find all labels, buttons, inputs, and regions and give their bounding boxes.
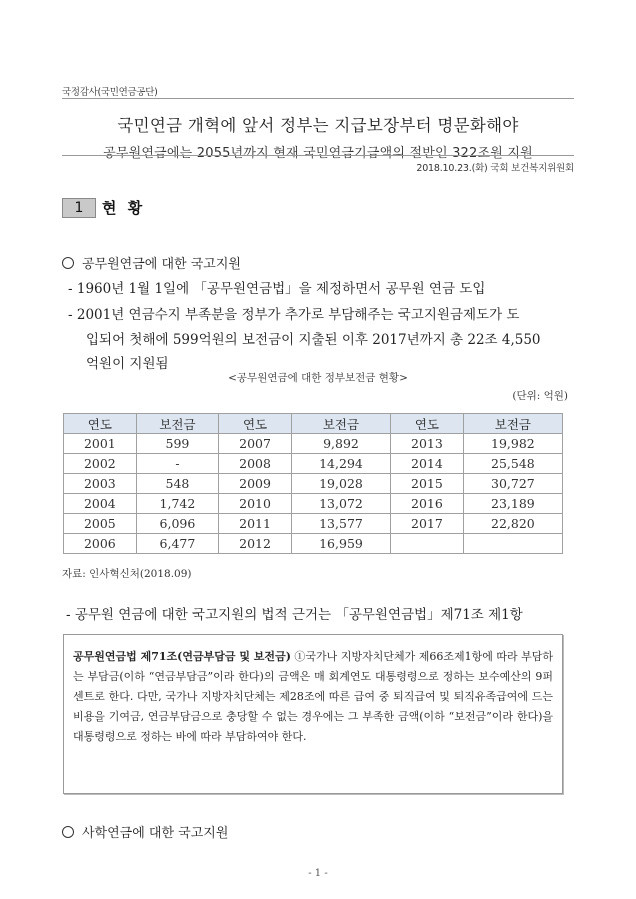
table-cell: 2007 [219,434,292,454]
document-title: 국민연금 개혁에 앞서 정부는 지급보장부터 명문화해야 [117,116,519,135]
table-unit: (단위: 억원) [512,390,568,402]
dash-item-1960: - 1960년 1월 1일에 「공무원연금법」을 제정하면서 공무원 연금 도입 [68,281,486,297]
bullet-item-private-school-pension [62,822,228,841]
table-cell: 2011 [219,514,292,534]
table-cell: 2016 [391,494,464,514]
law-article-body: ①국가나 지방자치단체가 제66조제1항에 따라 부담하는 부담금(이하 “연금부담금”이라 한다)의 금액은 매 회계연도 대통령령으로 정하는 보수예산의 9퍼센트로 한다. 다만, 국가나 지방자치단체는 제28조에 따른 급여 중 퇴직급여 및 퇴직유족급여에 드는 비용을 기여금, 연금부담금으로 충당할 수 없는 경우에는 그 부족한 금액(이하 “보전금”이라 한다)을 대통령령으로 정하는 바에 따라 부담하여야 한다. [73,650,553,743]
table-cell: 13,072 [291,494,390,514]
dash-item-legal-basis: - 공무원 연금에 대한 국고지원의 법적 근거는 「공무원연금법」제71조 제1항 [66,607,523,623]
table-row [64,454,563,474]
page-number: - 1 - [308,868,328,879]
table-cell: 2006 [64,534,137,554]
table-cell: 2009 [219,474,292,494]
table-row [64,534,563,554]
table-cell: 2008 [219,454,292,474]
table-cell: 6,096 [136,514,219,534]
table-row [64,434,563,454]
table-cell: 2014 [391,454,464,474]
table-cell: 2015 [391,474,464,494]
bullet-item-civil-pension [62,253,241,272]
law-excerpt-box [63,634,563,794]
table-row [64,514,563,534]
table-header-row [64,414,563,434]
header-year-1: 연도 [64,414,137,434]
table-cell: 2012 [219,534,292,554]
table-cell: 2002 [64,454,137,474]
table-caption: <공무원연금에 대한 정부보전금 현황> [228,372,408,384]
table-cell: 16,959 [291,534,390,554]
table-cell: 25,548 [463,454,562,474]
law-article-title: 공무원연금법 제71조(연금부담금 및 보전금) [73,650,291,663]
bullet-text: 공무원연금에 대한 국고지원 [82,257,241,272]
dateline: 2018.10.23.(화) 국회 보건복지위원회 [416,163,574,174]
table-cell: 2017 [391,514,464,534]
dash-item-2001-line1: - 2001년 연금수지 부족분을 정부가 추가로 부담해주는 국고지원금제도가 도 [68,307,520,323]
section-title: 현 황 [102,199,146,217]
table-cell: 2004 [64,494,137,514]
table-cell [463,534,562,554]
header-amount-1: 보전금 [136,414,219,434]
dash-item-2001-line2: 입되어 첫해에 599억원의 보전금이 지출된 이후 2017년까지 총 22조 4,550 [86,332,541,348]
document-subtitle: 공무원연금에는 2055년까지 현재 국민연금기금액의 절반인 322조원 지원 [103,146,533,161]
dash-item-2001-line3: 억원이 지원됨 [86,356,169,372]
table-cell: 2003 [64,474,137,494]
header-year-3: 연도 [391,414,464,434]
table-cell: 2001 [64,434,137,454]
header-bottom-rule [62,155,574,156]
header-amount-3: 보전금 [463,414,562,434]
header-year-2: 연도 [219,414,292,434]
table-row [64,474,563,494]
header-top-rule [62,98,574,99]
table-cell: 9,892 [291,434,390,454]
table-cell: 599 [136,434,219,454]
table-cell: 14,294 [291,454,390,474]
circle-bullet-icon [62,257,74,269]
table-cell: 548 [136,474,219,494]
table-cell: 19,982 [463,434,562,454]
section-number-box: 1 [62,198,96,218]
table-cell: 2010 [219,494,292,514]
table-cell: 1,742 [136,494,219,514]
table-cell: 13,577 [291,514,390,534]
header-amount-2: 보전금 [291,414,390,434]
table-cell: 22,820 [463,514,562,534]
section-heading [62,197,145,218]
table-cell [391,534,464,554]
table-cell: 30,727 [463,474,562,494]
organization-label: 국정감사(국민연금공단) [62,87,158,98]
table-cell: 23,189 [463,494,562,514]
table-cell: 2005 [64,514,137,534]
table-cell: - [136,454,219,474]
bullet-text: 사학연금에 대한 국고지원 [82,826,229,841]
subsidy-table [63,413,563,554]
table-row [64,494,563,514]
table-cell: 6,477 [136,534,219,554]
table-cell: 19,028 [291,474,390,494]
circle-bullet-icon [62,826,74,838]
table-source: 자료: 인사혁신처(2018.09) [62,568,192,580]
table-cell: 2013 [391,434,464,454]
